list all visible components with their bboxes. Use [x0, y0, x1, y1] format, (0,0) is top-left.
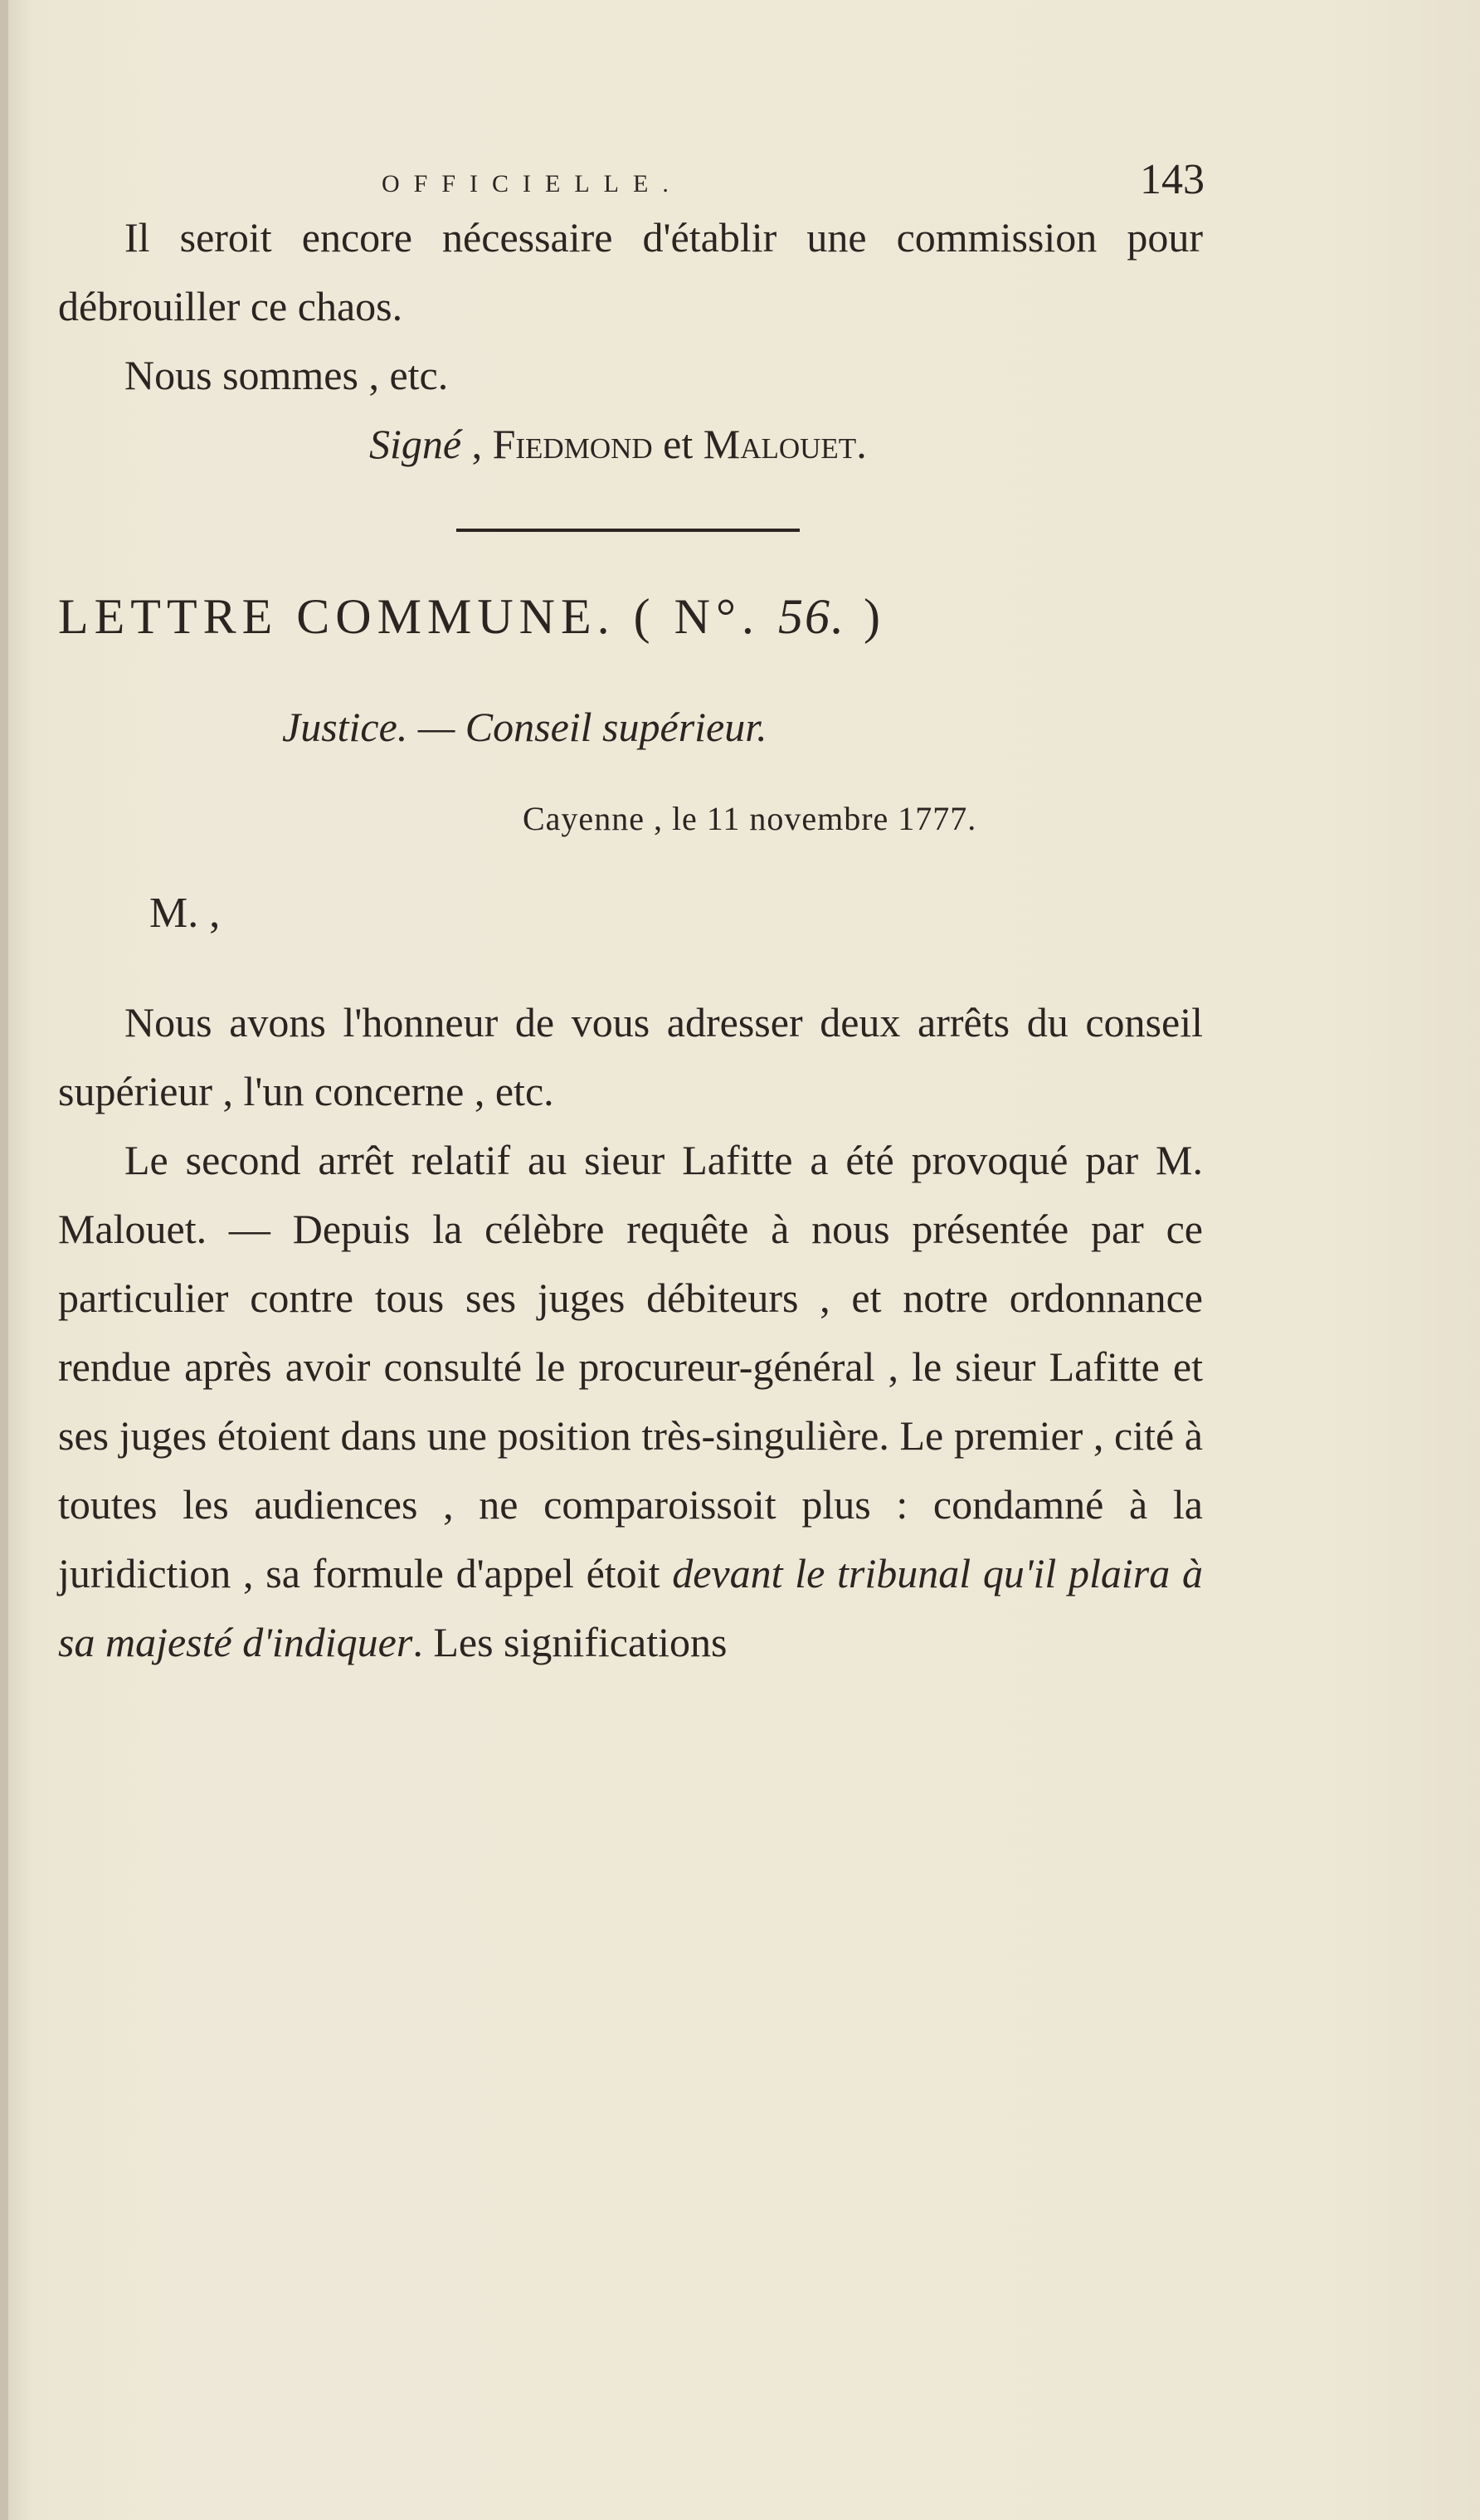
signature-name-fiedmond: Fiedmond — [492, 421, 653, 467]
letter-paragraph-1: Nous avons l'honneur de vous adresser deux arrêts du conseil supérieur , l'un concerne , etc. — [58, 999, 1203, 1114]
letter-heading — [58, 583, 1203, 650]
page-binding-edge — [0, 0, 8, 2520]
page-number: 143 — [1140, 156, 1205, 203]
letter-salutation: M. , — [149, 890, 221, 937]
running-head — [58, 137, 1203, 203]
page-text-block — [58, 137, 1203, 1677]
paragraph-closing: Nous sommes , etc. — [124, 352, 449, 398]
letter-heading-text: LETTRE COMMUNE. ( N°. — [58, 589, 778, 644]
letter-dateline: Cayenne , le 11 novembre 1777. — [523, 800, 977, 837]
section-divider-rule — [456, 529, 800, 532]
signature-separator: , — [461, 421, 493, 467]
running-head-title: OFFICIELLE. — [382, 170, 683, 197]
signature-name-malouet: Malouet. — [703, 421, 867, 467]
letter-paragraph-2-start: Le second arrêt relatif au sieur Lafitte a été provoqué par M. Malouet. — Depuis la célèbre requête à nous présentée par ce particulier contre tous ses juges débiteurs , et notre ordonnance rendue après avoir consulté le procureur-général , le sieur Lafitte et ses juges étoient dans une position très-singulière. Le premier , cité à toutes les audiences , ne comparoissoit plus : condamné à la juridiction , sa formule d'appel étoit — [58, 1137, 1203, 1596]
letter-heading-number: 56. — [777, 589, 845, 644]
letter-body — [58, 988, 1203, 1677]
letter-paragraph-2-end: . Les significations — [412, 1619, 728, 1665]
signature-line — [369, 410, 1203, 479]
letter-heading-close: ) — [845, 589, 886, 644]
letter-paragraph-2 — [58, 1126, 1203, 1677]
signature-conjunction: et — [652, 421, 703, 467]
paragraph-commission: Il seroit encore nécessaire d'établir une commission pour débrouiller ce chaos. — [58, 214, 1203, 329]
letter-paragraph-2-italic: devant le tribunal qu'il plaira à sa majesté d'indiquer — [58, 1550, 1203, 1665]
signature-signed: Signé — [369, 421, 462, 467]
letter-subject: Justice. — Conseil supérieur. — [282, 704, 767, 750]
